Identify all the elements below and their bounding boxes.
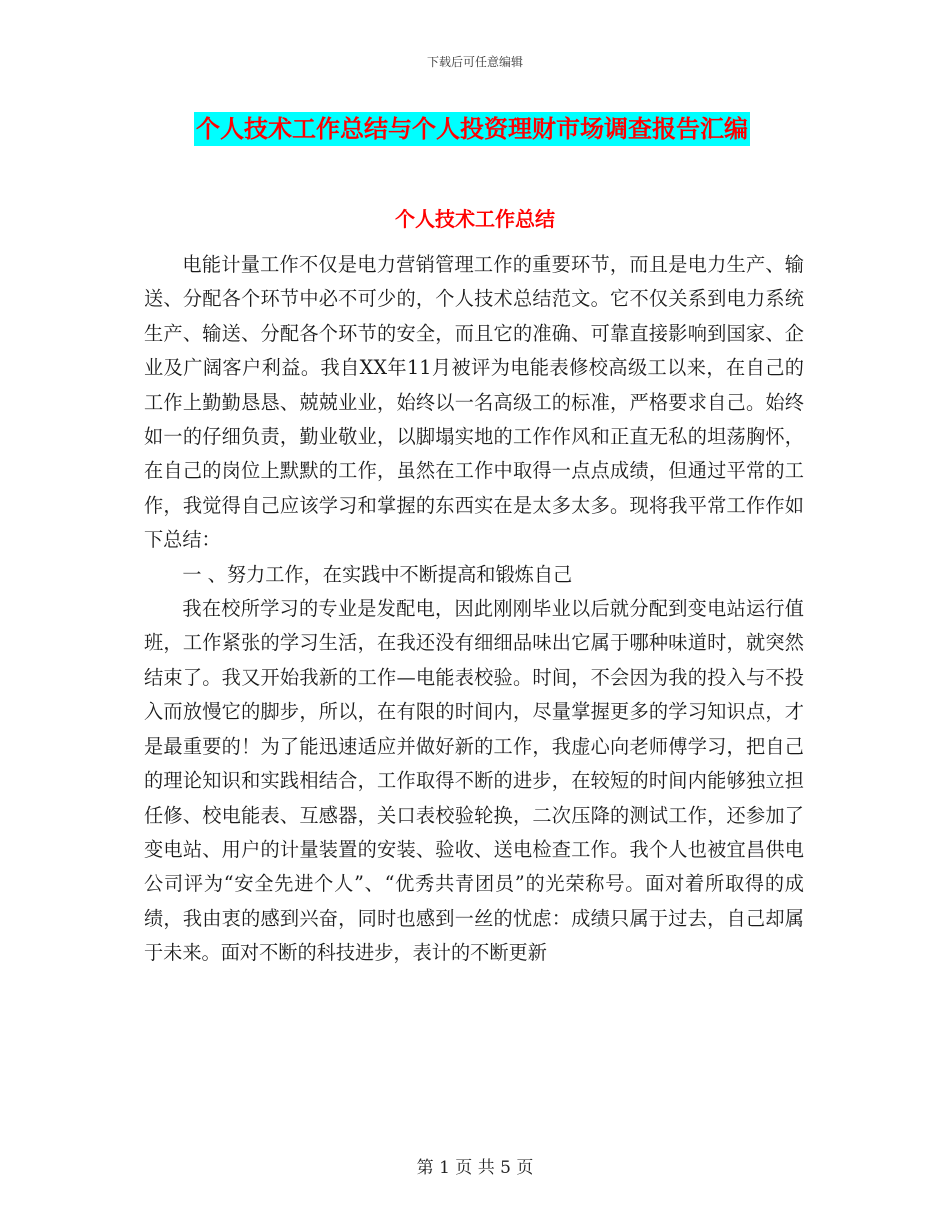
paragraph-experience: 我在校所学习的专业是发配电，因此刚刚毕业以后就分配到变电站运行值班，工作紧张的学习生活，在我还没有细细品味出它属于哪种味道时，就突然结束了。我又开始我新的工作—电能表校验。时间，不会因为我的投入与不投入而放慢它的脚步，所以，在有限的时间内，尽量掌握更多的学习知识点，才是最重要的！为了能迅速适应并做好新的工作，我虚心向老师傅学习，把自己的理论知识和实践相结合，工作取得不断的进步，在较短的时间内能够独立担任修、校电能表、互感器，关口表校验轮换，二次压降的测试工作，还参加了变电站、用户的计量装置的安装、验收、送电检查工作。我个人也被宜昌供电公司评为“安全先进个人”、“优秀共青团员”的光荣称号。面对着所取得的成绩，我由衷的感到兴奋，同时也感到一丝的忧虑：成绩只属于过去，自己却属于未来。面对不断的科技进步，表计的不断更新 bbox=[144, 597, 804, 965]
header-note: 下载后可任意编辑 bbox=[426, 55, 523, 69]
paragraph-intro: 电能计量工作不仅是电力营销管理工作的重要环节，而且是电力生产、输送、分配各个环节中必不可少的，个人技术总结范文。它不仅关系到电力系统生产、输送、分配各个环节的安全，而且它的准确、可靠直接影响到国家、企业及广阔客户利益。我自XX年11月被评为电能表修校高级工以来，在自己的工作上勤勤恳恳、兢兢业业，始终以一名高级工的标准，严格要求自己。始终如一的仔细负责，勤业敬业，以脚塌实地的工作作风和正直无私的坦荡胸怀，在自己的岗位上默默的工作，虽然在工作中取得一点点成绩，但通过平常的工作，我觉得自己应该学习和掌握的东西实在是太多太多。现将我平常工作作如下总结： bbox=[144, 253, 804, 552]
document-title: 个人技术工作总结与个人投资理财市场调查报告汇编 bbox=[194, 112, 750, 146]
page-number-footer: 第 1 页 共 5 页 bbox=[416, 1158, 534, 1178]
section-heading: 个人技术工作总结 bbox=[395, 207, 555, 231]
body-text bbox=[144, 248, 804, 971]
subheading-one: 一 、努力工作，在实践中不断提高和锻炼自己 bbox=[182, 562, 573, 586]
